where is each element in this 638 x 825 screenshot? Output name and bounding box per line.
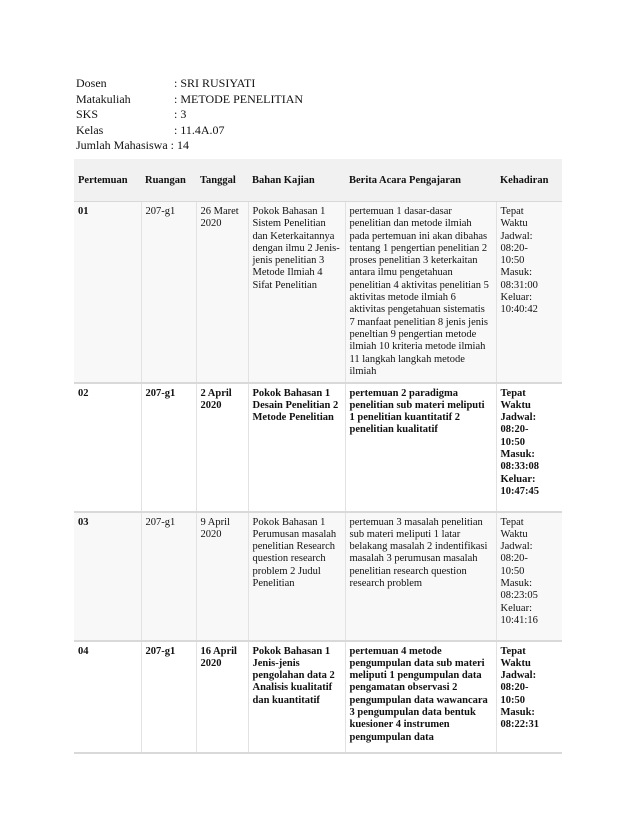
header-ruangan: Ruangan <box>141 159 196 202</box>
info-matakuliah <box>76 92 303 108</box>
info-dosen <box>76 76 303 92</box>
matakuliah-label: Matakuliah <box>76 91 131 106</box>
kehadiran-line: 08:20- <box>500 424 529 436</box>
cell-pertemuan: 02 <box>74 383 141 512</box>
schedule-table-wrapper <box>74 159 562 754</box>
cell-tanggal: 2 April 2020 <box>196 383 248 512</box>
cell-kehadiran <box>496 641 562 753</box>
kehadiran-line: 10:41:16 <box>500 614 538 626</box>
kehadiran-line: 08:33:08 <box>500 461 539 473</box>
cell-berita-acara: pertemuan 3 masalah penelitian sub materi meliputi 1 latar belakang masalah 2 indentifikasi masalah 3 perumusan masalah penelitian research question research problem <box>345 512 496 641</box>
header-berita-acara: Berita Acara Pengajaran <box>345 159 496 202</box>
kehadiran-line: Keluar: <box>500 602 532 614</box>
cell-bahan-kajian: Pokok Bahasan 1 Desain Penelitian 2 Metode Penelitian <box>248 383 345 512</box>
header-pertemuan: Pertemuan <box>74 159 141 202</box>
kehadiran-line: 08:20- <box>500 553 528 565</box>
kehadiran-line: Waktu <box>500 399 531 411</box>
kehadiran-line: Waktu <box>500 218 528 230</box>
cell-ruangan: 207-g1 <box>141 641 196 753</box>
kehadiran-line: 08:22:31 <box>500 719 539 731</box>
header-kehadiran: Kehadiran <box>496 159 562 202</box>
kehadiran-line: Masuk: <box>500 706 535 718</box>
cell-ruangan: 207-g1 <box>141 512 196 641</box>
kelas-value: : 11.4A.07 <box>174 122 225 137</box>
kehadiran-line: Waktu <box>500 657 531 669</box>
kehadiran-line: Jadwal: <box>500 412 537 424</box>
table-row <box>74 383 562 512</box>
kehadiran-line: Jadwal: <box>500 541 533 553</box>
kehadiran-line: Tepat <box>500 645 526 657</box>
cell-kehadiran <box>496 512 562 641</box>
matakuliah-value: : METODE PENELITIAN <box>174 91 304 106</box>
cell-tanggal: 16 April 2020 <box>196 641 248 753</box>
cell-pertemuan: 04 <box>74 641 141 753</box>
cell-bahan-kajian: Pokok Bahasan 1 Jenis-jenis pengolahan data 2 Analisis kualitatif dan kuantitatif <box>248 641 345 753</box>
table-row <box>74 641 562 753</box>
kehadiran-line: 10:40:42 <box>500 304 538 316</box>
info-kelas <box>76 123 303 139</box>
header-bahan-kajian: Bahan Kajian <box>248 159 345 202</box>
kehadiran-line: Masuk: <box>500 267 532 279</box>
kehadiran-line: Tepat <box>500 206 524 217</box>
cell-berita-acara: pertemuan 1 dasar-dasar penelitian dan metode ilmiah pada pertemuan ini akan dibahas tentang 1 pengertian penelitian 2 proses penelitian 3 keterkaitan antara ilmu pengetahuan penelitian 4 aktivitas penelitian 5 aktivitas metode ilmiah 6 aktivitas pengetahuan sistematis 7 manfaat penelitian 8 jenis jenis peneltian 9 pengertian metode ilmiah 10 kriteria metode ilmiah 11 langkah langkah metode ilmiah <box>345 202 496 383</box>
sks-value: : 3 <box>174 107 187 121</box>
header-tanggal: Tanggal <box>196 159 248 202</box>
jumlah-label: Jumlah Mahasiswa <box>76 138 168 152</box>
kehadiran-line: Masuk: <box>500 448 535 460</box>
kehadiran-line: Tepat <box>500 387 526 399</box>
cell-tanggal: 26 Maret 2020 <box>196 202 248 383</box>
cell-berita-acara: pertemuan 4 metode pengumpulan data sub materi meliputi 1 pengumpulan data pengamatan observasi 2 pengumpulan data wawancara 3 pengumpulan data bentuk kuesioner 4 instrumen pengumpulan data <box>345 641 496 753</box>
cell-kehadiran <box>496 383 562 512</box>
kelas-label: Kelas <box>76 122 104 137</box>
sks-label: SKS <box>76 107 99 121</box>
jumlah-value: : 14 <box>170 138 189 152</box>
kehadiran-line: Masuk: <box>500 577 532 589</box>
kehadiran-line: 08:31:00 <box>500 279 538 291</box>
kehadiran-line: Waktu <box>500 528 528 540</box>
info-sks <box>76 107 303 123</box>
kehadiran-line: 08:23:05 <box>500 590 538 602</box>
cell-bahan-kajian: Pokok Bahasan 1 Perumusan masalah penelitian Research question research problem 2 Judul Penelitian <box>248 512 345 641</box>
cell-ruangan: 207-g1 <box>141 202 196 383</box>
cell-ruangan: 207-g1 <box>141 383 196 512</box>
kehadiran-line: 10:50 <box>500 694 525 706</box>
table-header-row <box>74 159 562 202</box>
cell-berita-acara: pertemuan 2 paradigma penelitian sub materi meliputi 1 penelitian kuantitatif 2 penelitian kualitatif <box>345 383 496 512</box>
table-row <box>74 202 562 383</box>
kehadiran-line: 10:50 <box>500 255 525 267</box>
kehadiran-line: Tepat <box>500 516 524 528</box>
course-info <box>76 76 303 154</box>
cell-bahan-kajian: Pokok Bahasan 1 Sistem Penelitian dan Keterkaitannya dengan ilmu 2 Jenis-jenis penelitian 3 Metode Ilmiah 4 Sifat Penelitian <box>248 202 345 383</box>
cell-tanggal: 9 April 2020 <box>196 512 248 641</box>
kehadiran-line: 08:20- <box>500 682 529 694</box>
kehadiran-line: 10:47:45 <box>500 485 539 497</box>
cell-kehadiran <box>496 202 562 383</box>
dosen-value: : SRI RUSIYATI <box>174 76 256 90</box>
kehadiran-line: 10:50 <box>500 565 525 577</box>
kehadiran-line: Jadwal: <box>500 670 537 682</box>
kehadiran-line: Jadwal: <box>500 230 533 242</box>
cell-pertemuan: 01 <box>74 202 141 383</box>
kehadiran-line: Keluar: <box>500 292 532 304</box>
kehadiran-line: 10:50 <box>500 436 525 448</box>
kehadiran-line: 08:20- <box>500 242 528 254</box>
info-jumlah-mahasiswa <box>76 138 303 154</box>
kehadiran-line: Keluar: <box>500 473 536 485</box>
dosen-label: Dosen <box>76 76 107 90</box>
schedule-table <box>74 159 562 754</box>
cell-pertemuan: 03 <box>74 512 141 641</box>
table-row <box>74 512 562 641</box>
